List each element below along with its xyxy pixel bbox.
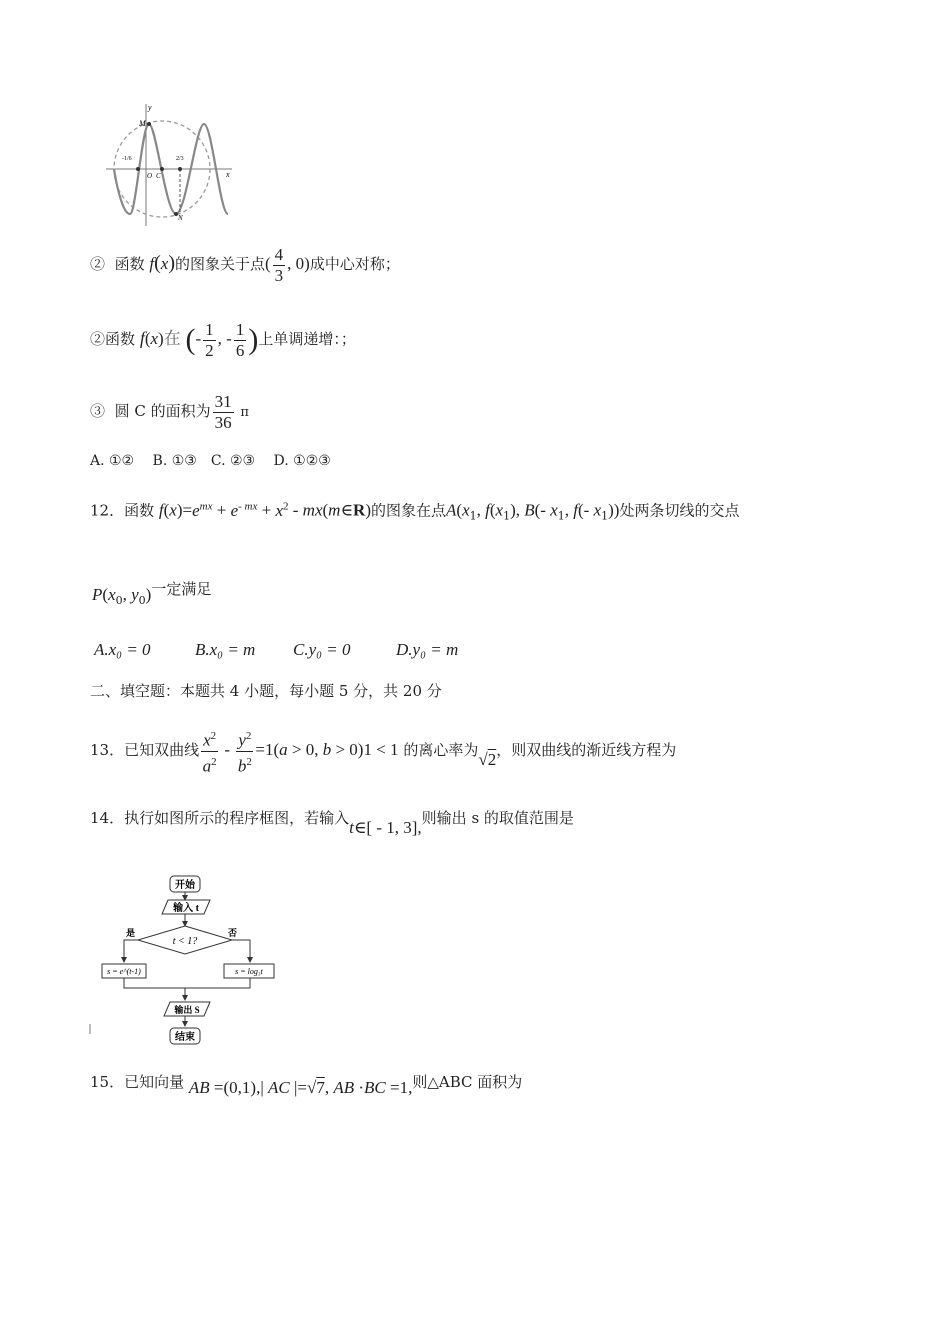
q12-stem-cont: $P(x_0$, $y_0$)一定满足 bbox=[92, 580, 212, 607]
question-text: 已知双曲线 bbox=[124, 741, 200, 759]
statement-monotonic: ②函数 f(x)在 (- $\frac{1}{2}$ , - $\frac{1}{6}$ )上单调递增：； bbox=[90, 319, 356, 360]
question-text: 的离心率为 bbox=[403, 741, 479, 759]
flow-right-box: s = log₃t bbox=[235, 967, 263, 976]
fraction-denominator: 36 bbox=[214, 412, 232, 432]
axis-y-label: y bbox=[148, 103, 152, 112]
statement-marker: ② bbox=[90, 330, 106, 348]
statement-text: 函数 bbox=[105, 330, 136, 348]
q11-options: A. ①② B. ①③ C. ②③ D. ①②③ bbox=[90, 453, 331, 469]
question-number: 13． bbox=[90, 741, 125, 759]
flow-yes: 是 bbox=[126, 928, 136, 938]
fraction-denominator: 6 bbox=[235, 340, 245, 360]
question-text: ，则双曲线的渐近线方程为 bbox=[496, 741, 677, 759]
question-text: 已知向量 bbox=[124, 1073, 185, 1091]
fraction-numerator: 31 bbox=[214, 391, 232, 411]
fraction-numerator: 4 bbox=[274, 244, 284, 264]
question-text: 则输出 s 的取值范围是 bbox=[421, 809, 574, 827]
fraction-numerator: 1 bbox=[205, 319, 214, 339]
question-number: 14． bbox=[90, 809, 125, 827]
question-text: 的图象在点 bbox=[371, 501, 447, 520]
question-number: 12． bbox=[90, 501, 125, 520]
q12-stem: 12．函数 $f(x)=e^{mx} + e^{- mx} + x^2$ - mx(m∈R)的图象在点$A(x_1$, $f(x_1)$, B(- $x_1$, f(- $x_1$))处两条切线的交点 bbox=[90, 500, 740, 523]
q12-option-a: A.x₀ = 0 bbox=[94, 640, 151, 659]
q14-stem: 14．执行如图所示的程序框图，若输入t∈[ - 1, 3],则输出 s 的取值范围是 bbox=[90, 809, 574, 837]
tick-right-label: 2/3 bbox=[176, 156, 184, 162]
statement-text: 函数 bbox=[114, 255, 145, 273]
flow-end: 结束 bbox=[175, 1032, 195, 1043]
question-text: 处两条切线的交点 bbox=[619, 501, 740, 520]
question-number: 15． bbox=[90, 1073, 125, 1091]
axis-x-label: x bbox=[226, 170, 230, 179]
flow-start: 开始 bbox=[175, 880, 195, 891]
question-text: 则△ABC 面积为 bbox=[412, 1073, 523, 1091]
statement-marker: ③ bbox=[90, 402, 106, 420]
flow-left-box: s = e^(t-1) bbox=[107, 967, 141, 976]
question-text: 函数 bbox=[124, 501, 155, 520]
q15-stem: 15．已知向量 AB =(0,1),| AC |=√7, AB ·BC =1,则△ABC 面积为 bbox=[90, 1073, 523, 1097]
pi-symbol: π bbox=[240, 405, 249, 420]
q12-option-b: B.x₀ = m bbox=[195, 640, 256, 659]
statement-text: 圆 C 的面积为 bbox=[114, 402, 211, 420]
sine-circle-graph bbox=[104, 96, 236, 228]
statement-text: 上单调递增：； bbox=[258, 330, 356, 348]
q13-stem: 13．已知双曲线 $\frac{x^2}{a^2}$ - $\frac{y^2}{b^2}$ =1(a > 0, b > 0)1 < 1 的离心率为√2，则双曲线的渐近线方程为 bbox=[90, 724, 676, 786]
q12-option-c: C.y₀ = 0 bbox=[293, 640, 351, 659]
fraction-denominator: 3 bbox=[274, 265, 284, 285]
statement-marker: ② bbox=[90, 255, 106, 273]
fraction-numerator: 1 bbox=[235, 319, 245, 339]
tick-left-label: -1/6 bbox=[122, 156, 132, 162]
statement-circle-area bbox=[90, 388, 249, 436]
question-text: 一定满足 bbox=[151, 580, 212, 598]
point-n-label: N bbox=[178, 214, 183, 222]
point-c-label: C bbox=[156, 172, 161, 180]
flow-output: 输出 S bbox=[174, 1005, 200, 1015]
statement-text: 的图象关于点 bbox=[174, 255, 265, 273]
point-m-label: M bbox=[139, 119, 146, 128]
section-heading: 二、填空题：本题共 4 小题，每小题 5 分，共 20 分 bbox=[90, 682, 442, 700]
statement-symmetry: ② 函数 f(x)的图象关于点( $\frac{4}{3}$ , 0)成中心对称； bbox=[90, 244, 400, 285]
flow-input: 输入 t bbox=[173, 903, 199, 914]
q12-option-d: D.y₀ = m bbox=[396, 640, 459, 659]
flowchart bbox=[88, 868, 288, 1046]
flow-no: 否 bbox=[228, 928, 238, 938]
flow-condition: t < 1? bbox=[172, 936, 198, 947]
origin-label: O bbox=[147, 172, 153, 180]
statement-text: 成中心对称； bbox=[309, 255, 400, 273]
question-text: 执行如图所示的程序框图，若输入 bbox=[124, 809, 350, 827]
fraction-denominator: 2 bbox=[205, 340, 214, 360]
statement-text: 在 bbox=[163, 329, 181, 348]
